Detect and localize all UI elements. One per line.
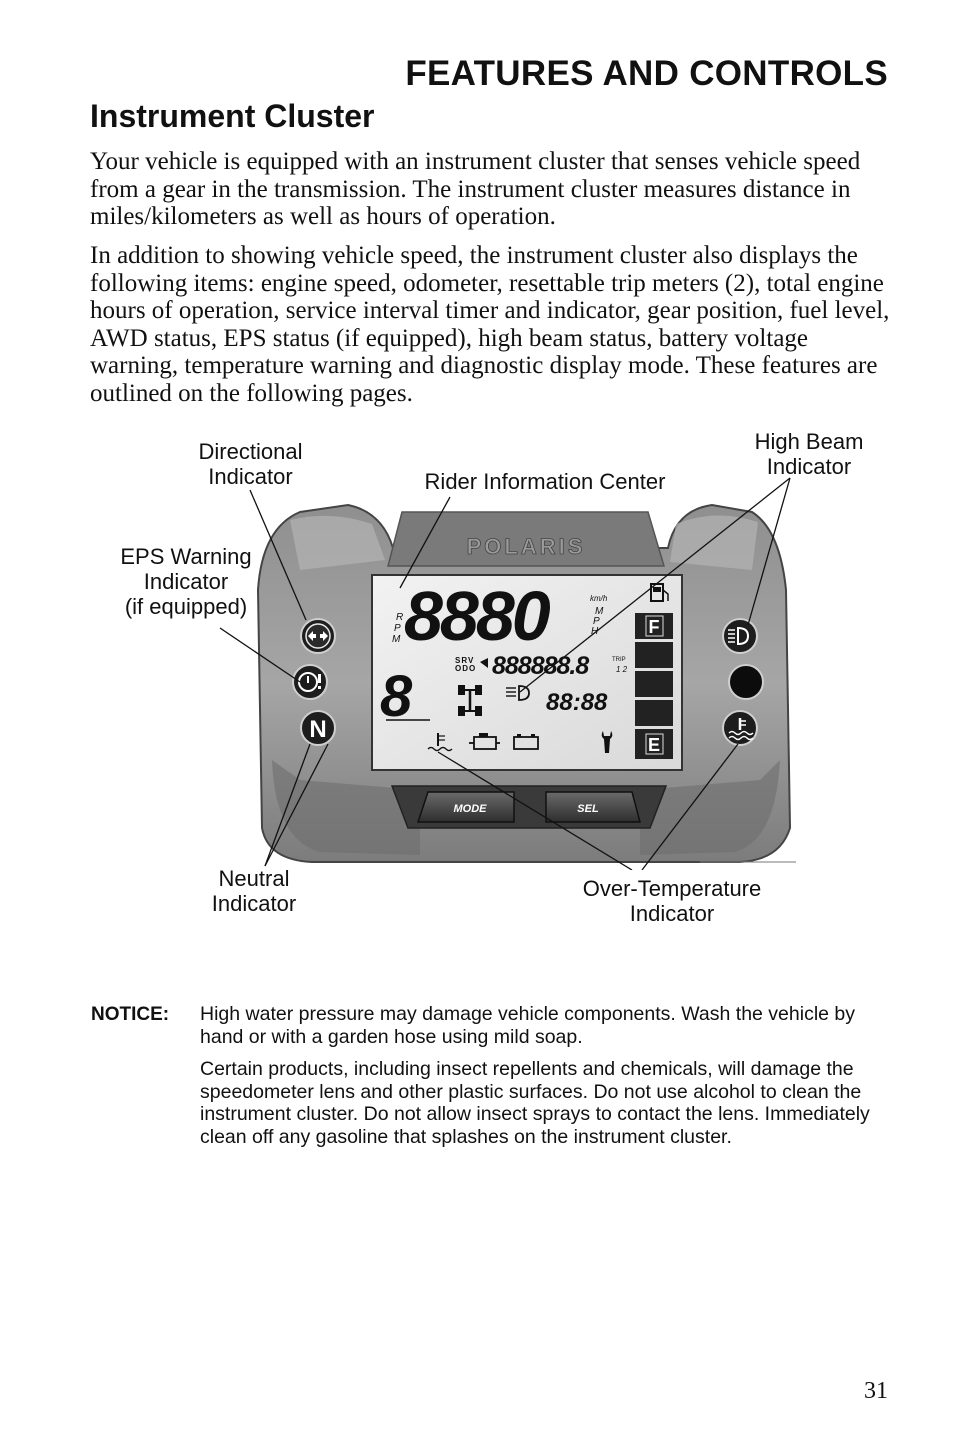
odo-label: ODO [455,664,477,673]
fuel-empty-label: E [647,735,661,755]
neutral-indicator-icon [301,711,335,745]
over-temperature-indicator-icon [723,711,757,745]
instrument-cluster-figure [0,420,954,870]
callout-rider-information-center: Rider Information Center [424,469,666,494]
neutral-glyph: N [309,716,327,743]
section-title: FEATURES AND CONTROLS [405,54,888,93]
mode-button[interactable] [418,792,514,822]
high-beam-indicator-icon [723,619,757,653]
eps-warning-indicator-icon [293,665,327,699]
clock-digits: 88:88 [546,689,608,716]
srv-label: SRV [455,656,475,665]
body-paragraph: Your vehicle is equipped with an instrument cluster that senses vehicle speed from a gear in the transmission. The instrument cluster measures distance in miles/kilometers as well as hours of operation. [90,148,861,230]
sel-button[interactable] [546,792,640,822]
notice-label: NOTICE: [91,1004,170,1025]
callout-over-temperature-indicator: Over-Temperature Indicator [582,876,762,926]
callout-neutral-indicator: Neutral Indicator [211,866,297,916]
lcd-display [372,575,682,770]
callout-directional-indicator: Directional Indicator [198,439,303,489]
trip-numbers: 1 2 [616,665,628,674]
fuel-gauge [635,613,673,759]
notice-paragraph: Certain products, including insect repellents and chemicals, will damage the speedometer lens and other plastic surfaces. Do not use alcohol to clean the instrument cluster. Do not allow insect sprays to contact the lens. Immediately clean off any gasoline that splashes on the instrument cluster. [200,1058,870,1148]
mph-label: M P H [591,606,604,637]
blank-indicator-lamp [729,665,763,699]
trip-label: TRIP [612,657,626,663]
page-number: 31 [864,1378,888,1404]
sel-button-label: SEL [577,803,599,815]
gear-digit: 8 [380,664,413,729]
callout-eps-warning-indicator: EPS Warning Indicator (if equipped) [120,544,252,619]
fuel-full-label: F [648,617,660,637]
notice-paragraph: High water pressure may damage vehicle components. Wash the vehicle by hand or with a garden hose using mild soap. [200,1003,856,1048]
subsection-title: Instrument Cluster [90,98,375,134]
mode-button-label: MODE [453,803,487,815]
kmh-label: km/h [590,594,608,603]
body-paragraph: In addition to showing vehicle speed, the instrument cluster also displays the following items: engine speed, odometer, resettable trip meters (2), total engine hours of operation, service interval timer and indicator, gear position, fuel level, AWD status, EPS status (if equipped), high beam status, battery voltage warning, temperature warning and diagnostic display mode. These features are outlined on the following pages. [90,242,890,407]
brand-logo: POLARIS [466,534,586,559]
directional-indicator-icon [301,619,335,653]
speed-digits: 8880 [404,577,548,655]
callout-high-beam-indicator: High Beam Indicator [754,429,864,479]
odometer-digits: 888888.8 [492,652,589,680]
rpm-label: R P M [392,612,404,645]
